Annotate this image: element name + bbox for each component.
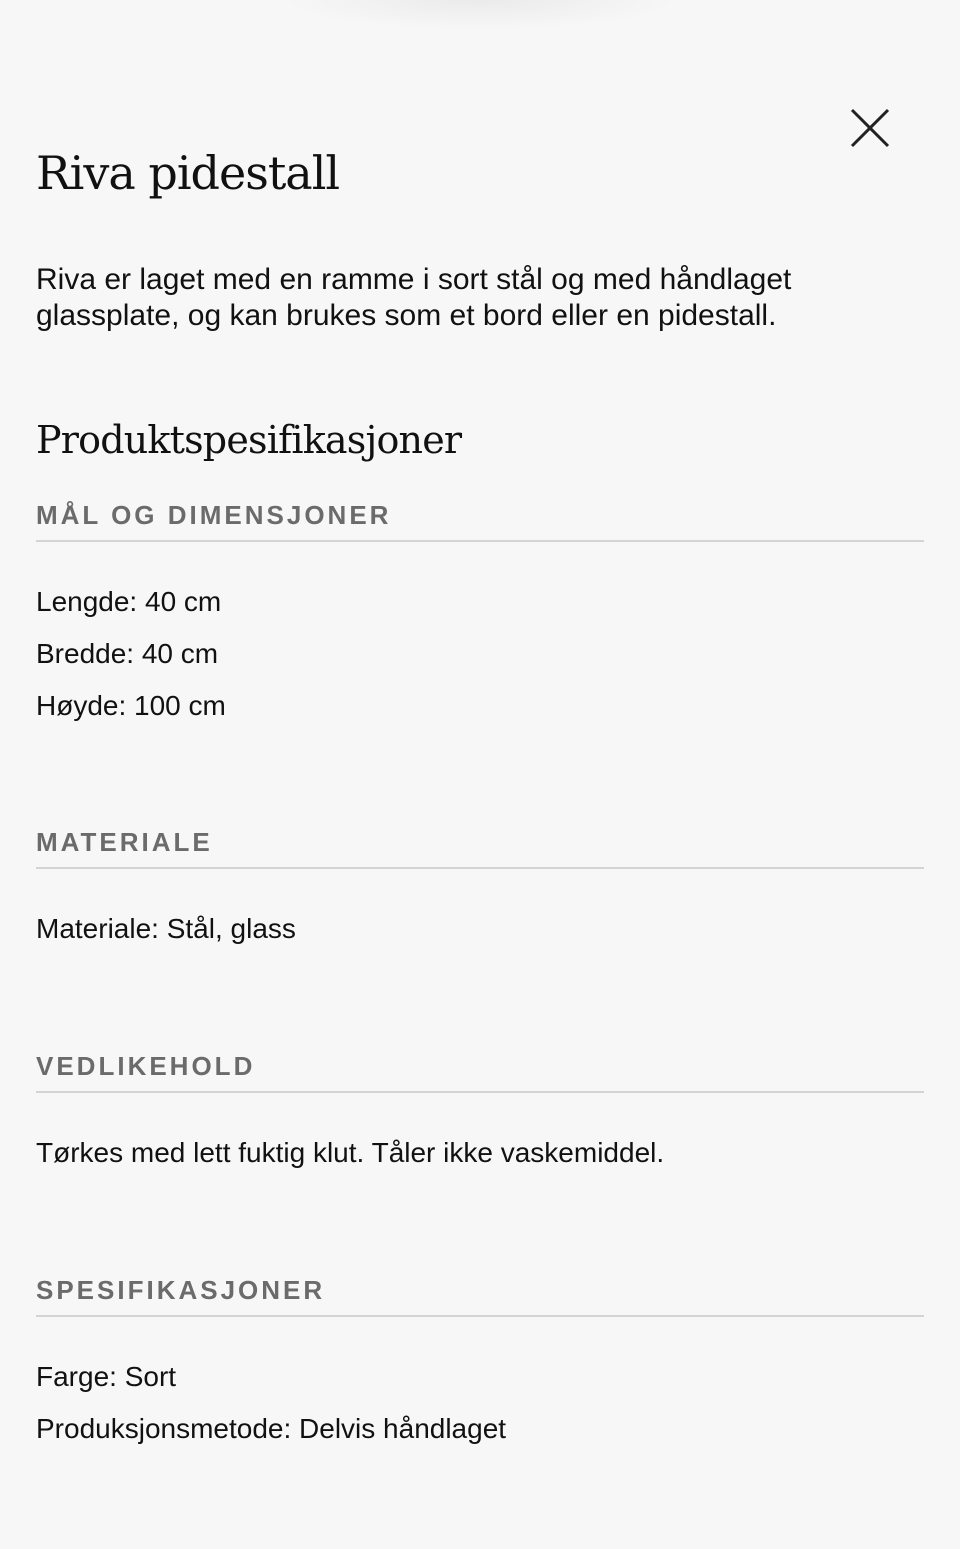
spec-list: [36, 542, 924, 732]
product-description: Riva er laget med en ramme i sort stål og med håndlaget glassplate, og kan brukes som et bord eller en pidestall.: [36, 263, 792, 332]
close-button[interactable]: [846, 104, 894, 152]
section-care: [36, 1051, 924, 1179]
section-label-material: MATERIALE: [36, 827, 213, 857]
top-shadow: [280, 0, 680, 30]
section-label-dimensions: MÅL OG DIMENSJONER: [36, 500, 392, 530]
spec-row-color: Farge: Sort: [36, 1361, 177, 1392]
close-icon: [846, 104, 894, 152]
spec-list: [36, 869, 924, 955]
spec-list: [36, 1093, 924, 1179]
spec-list: [36, 1317, 924, 1455]
product-title: Riva pidestall: [36, 146, 340, 200]
spec-row-height: Høyde: 100 cm: [36, 690, 226, 721]
spec-row-material: Materiale: Stål, glass: [36, 913, 296, 944]
spec-row-width: Bredde: 40 cm: [36, 638, 219, 669]
section-dimensions: [36, 500, 924, 732]
specifications-heading: Produktspesifikasjoner: [36, 418, 462, 462]
spec-row-length: Lengde: 40 cm: [36, 586, 222, 617]
section-material: [36, 827, 924, 955]
section-label-care: VEDLIKEHOLD: [36, 1051, 256, 1081]
spec-row-production-method: Produksjonsmetode: Delvis håndlaget: [36, 1413, 507, 1444]
spec-row-care: Tørkes med lett fuktig klut. Tåler ikke vaskemiddel.: [36, 1137, 665, 1168]
section-label-specifications: SPESIFIKASJONER: [36, 1275, 326, 1305]
section-specifications: [36, 1275, 924, 1455]
